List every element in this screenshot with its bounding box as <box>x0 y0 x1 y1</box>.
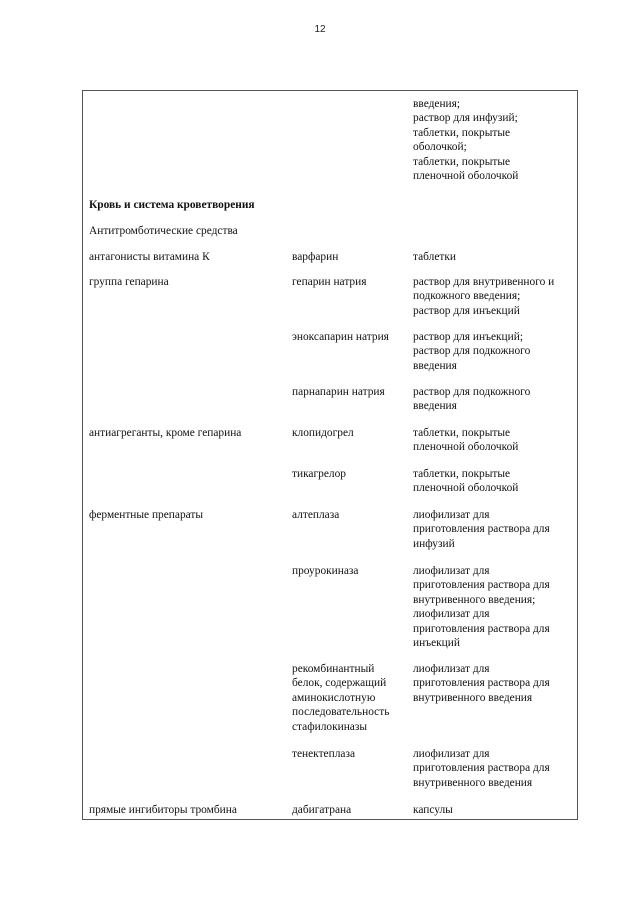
pharmacological-group: ферментные препараты <box>89 509 204 521</box>
dosage-form: раствор для инъекций; раствор для подкожного введения <box>413 331 531 372</box>
subsection-title: Антитромботические средства <box>89 225 238 237</box>
drug-name: гепарин натрия <box>292 276 367 288</box>
dosage-form: раствор для подкожного введения <box>413 386 531 413</box>
drug-name: клопидогрел <box>292 427 354 439</box>
drug-name: эноксапарин натрия <box>292 331 389 343</box>
drug-name: парнапарин натрия <box>292 386 385 398</box>
drug-table <box>82 90 578 820</box>
pharmacological-group: группа гепарина <box>89 276 169 288</box>
pharmacological-group: антиагреганты, кроме гепарина <box>89 427 242 439</box>
dosage-form: таблетки <box>413 251 457 263</box>
pharmacological-group: антагонисты витамина К <box>89 251 210 263</box>
drug-name: проурокиназа <box>292 565 359 577</box>
drug-name: варфарин <box>292 251 339 263</box>
dosage-form: лиофилизат для приготовления раствора для внутривенного введения <box>413 748 550 789</box>
dosage-form: таблетки, покрытые пленочной оболочкой <box>413 468 519 495</box>
dosage-form: лиофилизат для приготовления раствора для внутривенного введения <box>413 663 550 704</box>
drug-name: тикагрелор <box>292 468 346 480</box>
dosage-form: таблетки, покрытые пленочной оболочкой <box>413 427 519 454</box>
dosage-form: раствор для внутривенного и подкожного введения; раствор для инъекций <box>413 276 555 317</box>
dosage-form: лиофилизат для приготовления раствора для внутривенного введения; лиофилизат для приготовления раствора для инъекций <box>413 565 550 650</box>
pharmacological-group: прямые ингибиторы тромбина <box>89 804 237 816</box>
drug-name: дабигатрана <box>292 804 352 816</box>
section-title: Кровь и система кроветворения <box>89 199 255 211</box>
drug-name: тенектеплаза <box>292 748 355 760</box>
dosage-form: капсулы <box>413 804 453 816</box>
page-number: 12 <box>314 24 326 35</box>
continuation-form: введения; раствор для инфузий; таблетки, покрытые оболочкой; таблетки, покрытые пленочной оболочкой <box>413 98 519 183</box>
drug-name: алтеплаза <box>292 509 340 521</box>
dosage-form: лиофилизат для приготовления раствора для инфузий <box>413 509 550 550</box>
drug-name: рекомбинантный белок, содержащий аминокислотную последовательность стафилокиназы <box>292 663 390 733</box>
